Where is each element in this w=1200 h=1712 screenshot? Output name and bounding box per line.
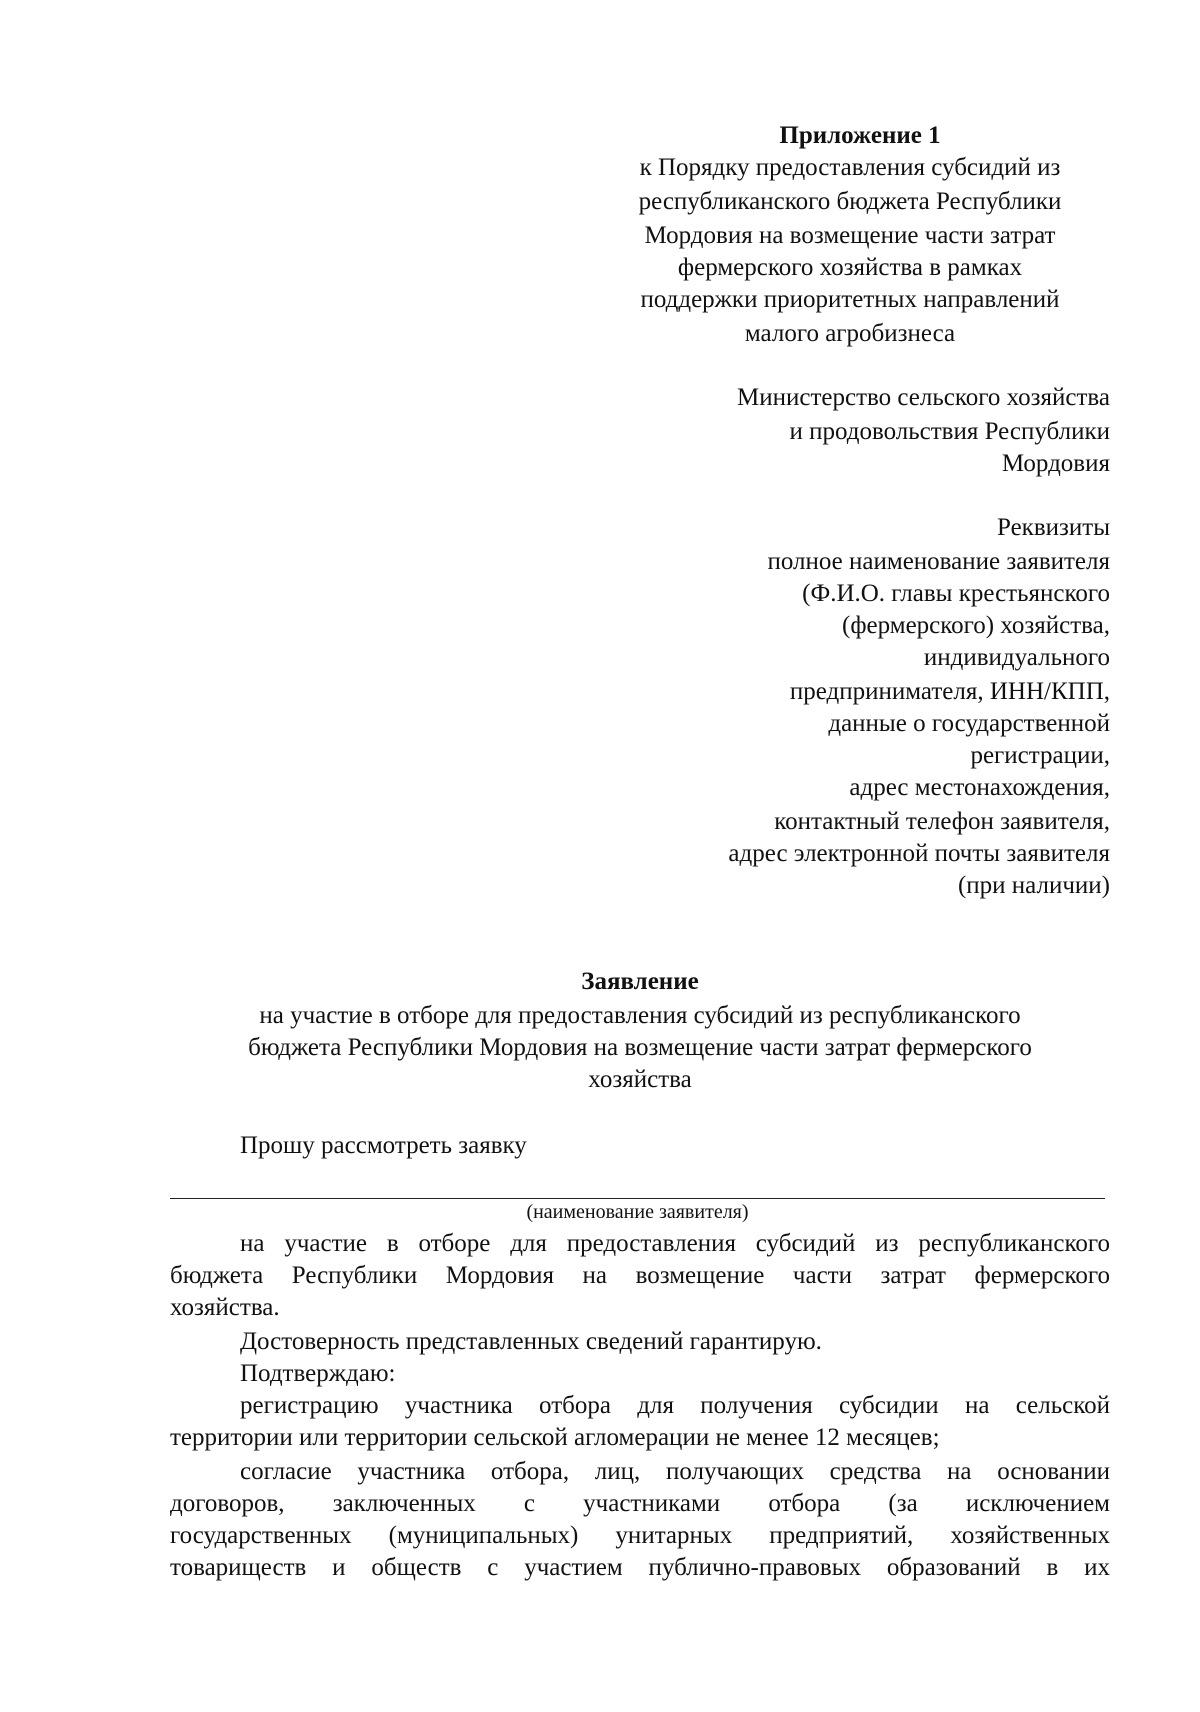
statement-subtitle-line: на участие в отборе для предоставления субсидий из республиканского <box>259 1002 1021 1029</box>
statement-subtitle-line: бюджета Республики Мордовия на возмещение части затрат фермерского <box>248 1034 1032 1061</box>
body-line: товариществ и обществ с участием публично-правовых образований в их <box>170 1554 1110 1581</box>
body-line: территории или территории сельской агломерации не менее 12 месяцев; <box>170 1424 940 1451</box>
appendix-line: Мордовия на возмещение части затрат <box>644 222 1056 249</box>
requisites-line: предпринимателя, ИНН/КПП, <box>789 678 1110 705</box>
appendix-line: фермерского хозяйства в рамках <box>677 254 1023 281</box>
requisites-line: (при наличии) <box>957 872 1110 899</box>
addressee-line: Мордовия <box>1001 450 1110 477</box>
requisites-line: контактный телефон заявителя, <box>774 808 1110 835</box>
body-line: на участие в отборе для предоставления субсидий из республиканского <box>240 1230 1110 1257</box>
statement-subtitle-line: хозяйства <box>588 1066 692 1093</box>
body-line: бюджета Республики Мордовия на возмещение части затрат фермерского <box>170 1262 1110 1289</box>
addressee-line: Министерство сельского хозяйства <box>736 384 1110 411</box>
body-line: согласие участника отбора, лиц, получающих средства на основании <box>240 1458 1110 1485</box>
body-line: регистрацию участника отбора для получения субсидии на сельской <box>240 1392 1110 1419</box>
appendix-title: Приложение 1 <box>779 122 941 149</box>
requisites-line: данные о государственной <box>828 710 1110 737</box>
body-line: государственных (муниципальных) унитарных предприятий, хозяйственных <box>170 1522 1110 1549</box>
requisites-line: адрес местонахождения, <box>849 774 1110 801</box>
appendix-line: республиканского бюджета Республики <box>638 188 1062 215</box>
request-text: Прошу рассмотреть заявку <box>240 1132 527 1159</box>
requisites-line: (фермерского) хозяйства, <box>842 612 1110 639</box>
requisites-line: регистрации, <box>970 742 1110 769</box>
body-line: хозяйства. <box>170 1294 280 1321</box>
requisites-line: индивидуального <box>923 644 1110 671</box>
body-line: договоров, заключенных с участниками отбора (за исключением <box>170 1490 1110 1517</box>
body-line: Достоверность представленных сведений гарантирую. <box>240 1328 822 1355</box>
requisites-line: полное наименование заявителя <box>767 548 1110 575</box>
requisites-line: (Ф.И.О. главы крестьянского <box>802 580 1110 607</box>
addressee-line: и продовольствия Республики <box>789 418 1110 445</box>
appendix-line: к Порядку предоставления субсидий из <box>639 154 1061 181</box>
requisites-line: адрес электронной почты заявителя <box>728 840 1110 867</box>
applicant-name-blank-line <box>170 1198 1105 1199</box>
statement-title: Заявление <box>581 968 699 995</box>
appendix-line: поддержки приоритетных направлений <box>640 286 1060 313</box>
requisites-line: Реквизиты <box>997 514 1110 541</box>
applicant-name-caption: (наименование заявителя) <box>526 1201 749 1223</box>
appendix-line: малого агробизнеса <box>744 320 956 347</box>
body-line: Подтверждаю: <box>240 1360 396 1387</box>
